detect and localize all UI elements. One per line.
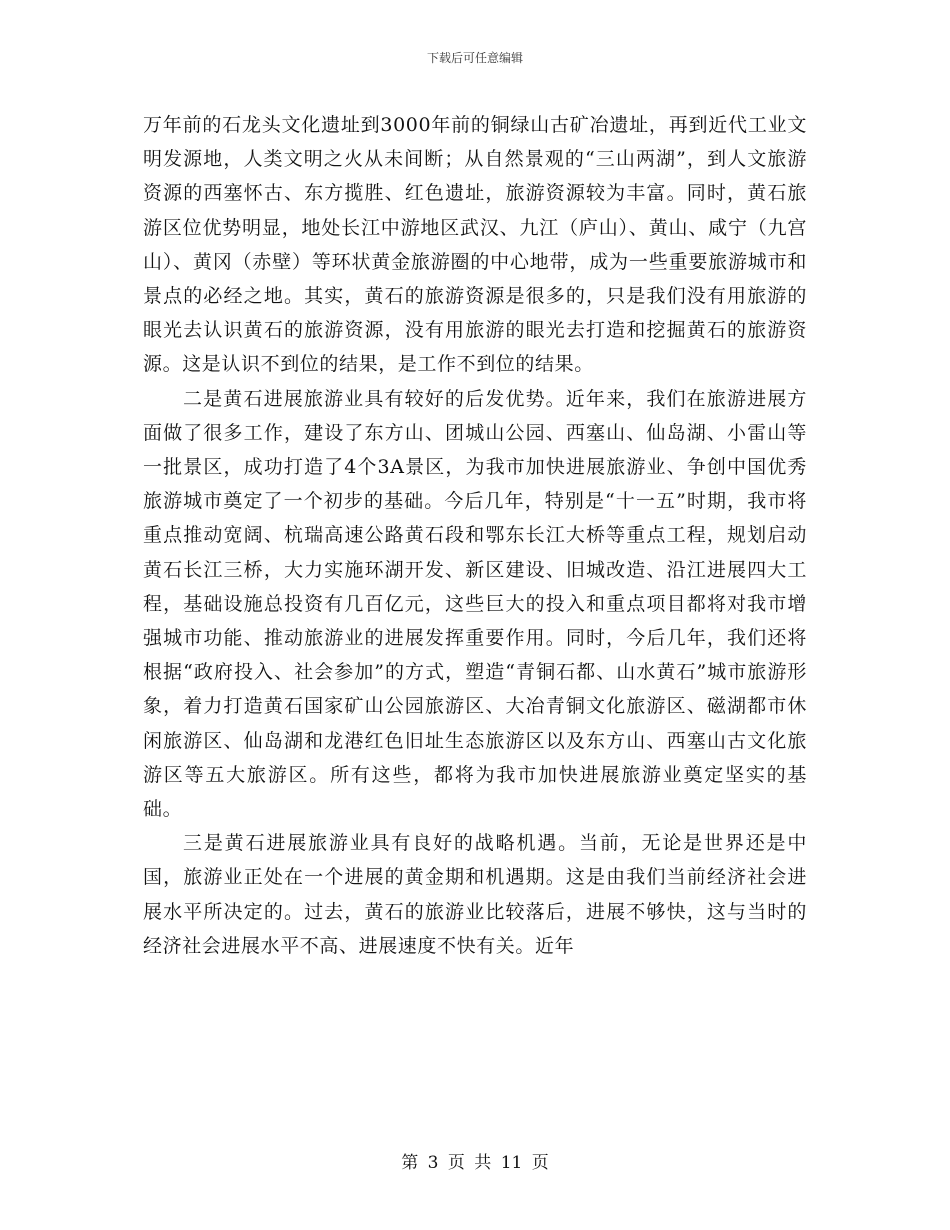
paragraph-continuation: 万年前的石龙头文化遗址到3000年前的铜绿山古矿冶遗址，再到近代工业文明发源地，人类文明之火从未间断；从自然景观的“三山两湖”，到人文旅游资源的西塞怀古、东方揽胜、红色遗址，旅游资源较为丰富。同时，黄石旅游区位优势明显，地处长江中游地区武汉、九江（庐山）、黄山、咸宁（九宫山）、黄冈（赤壁）等环状黄金旅游圈的中心地带，成为一些重要旅游城市和景点的必经之地。其实，黄石的旅游资源是很多的，只是我们没有用旅游的眼光去认识黄石的旅游资源，没有用旅游的眼光去打造和挖掘黄石的旅游资源。这是认识不到位的结果，是工作不到位的结果。 [143,114,807,376]
page-header: 下载后可任意编辑 [426,51,523,65]
paragraph-third-opportunity: 三是黄石进展旅游业具有良好的战略机遇。当前，无论是世界还是中国，旅游业正处在一个进展的黄金期和机遇期。这是由我们当前经济社会进展水平所决定的。过去，黄石的旅游业比较落后，进展不够快，这与当时的经济社会进展水平不高、进展速度不快有关。近年 [143,832,807,957]
paragraph-second-advantage: 二是黄石进展旅游业具有较好的后发优势。近年来，我们在旅游进展方面做了很多工作，建设了东方山、团城山公园、西塞山、仙岛湖、小雷山等一批景区，成功打造了4个3A景区，为我市加快进展旅游业、争创中国优秀旅游城市奠定了一个初步的基础。今后几年，特别是“十一五”时期，我市将重点推动宽阔、杭瑞高速公路黄石段和鄂东长江大桥等重点工程，规划启动黄石长江三桥，大力实施环湖开发、新区建设、旧城改造、沿江进展四大工程，基础设施总投资有几百亿元，这些巨大的投入和重点项目都将对我市增强城市功能、推动旅游业的进展发挥重要作用。同时，今后几年，我们还将根据“政府投入、社会参加”的方式，塑造“青铜石都、山水黄石”城市旅游形象，着力打造黄石国家矿山公园旅游区、大冶青铜文化旅游区、磁湖都市休闲旅游区、仙岛湖和龙港红色旧址生态旅游区以及东方山、西塞山古文化旅游区等五大旅游区。所有这些，都将为我市加快进展旅游业奠定坚实的基础。 [143,387,807,821]
document-body [143,108,807,963]
page-number-footer: 第 3 页 共 11 页 [401,1153,549,1173]
